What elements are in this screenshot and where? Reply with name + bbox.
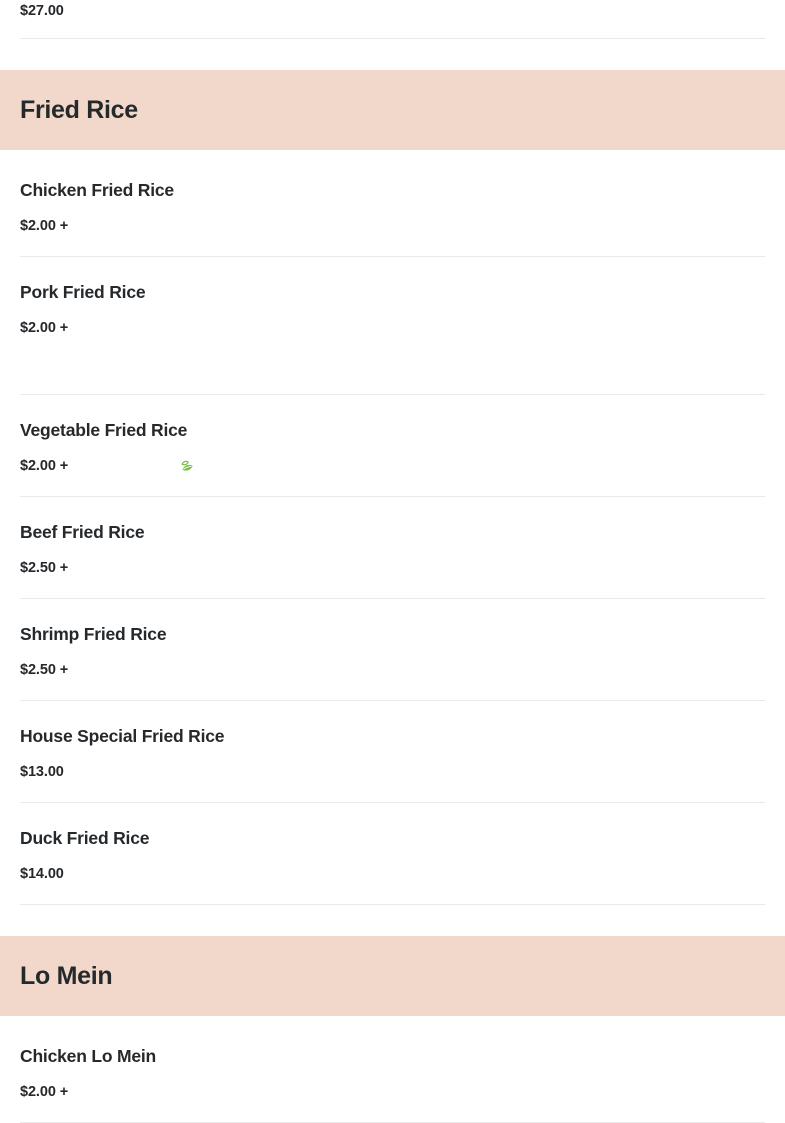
menu-sections [0, 70, 785, 1123]
leaf-icon [179, 458, 195, 474]
item-price: $2.00 + [20, 320, 69, 336]
item-name: Shrimp Fried Rice [20, 624, 167, 644]
item-price-row [20, 456, 765, 476]
menu-item[interactable] [20, 395, 765, 497]
menu-item[interactable] [20, 803, 765, 905]
item-name: Vegetable Fried Rice [20, 420, 188, 440]
item-price: $14.00 [20, 866, 64, 882]
menu-section [0, 936, 785, 1123]
item-name: Beef Fried Rice [20, 522, 145, 542]
item-name: Chicken Lo Mein [20, 1046, 157, 1066]
section-title: Fried Rice [20, 95, 138, 124]
menu-item[interactable] [20, 150, 765, 257]
item-price: $2.00 + [20, 458, 69, 474]
item-name: House Special Fried Rice [20, 726, 225, 746]
menu-item[interactable] [20, 1016, 765, 1123]
menu-item[interactable] [20, 257, 765, 395]
item-price: $13.00 [20, 764, 64, 780]
section-items [0, 150, 785, 905]
item-price: $2.50 + [20, 560, 69, 576]
menu-item[interactable] [20, 701, 765, 803]
item-price-row [20, 558, 765, 578]
item-price-row [20, 762, 765, 782]
section-title: Lo Mein [20, 961, 113, 990]
item-price-row [20, 318, 765, 338]
item-price: $27.00 [20, 3, 64, 19]
item-name: Chicken Fried Rice [20, 180, 174, 200]
item-name: Duck Fried Rice [20, 828, 150, 848]
menu-section [0, 70, 785, 905]
item-price-row [20, 1082, 765, 1102]
item-price: $2.00 + [20, 218, 69, 234]
item-name: Pork Fried Rice [20, 282, 146, 302]
menu-item[interactable] [20, 497, 765, 599]
item-price-row [20, 864, 765, 884]
item-price: $2.00 + [20, 1084, 69, 1100]
item-price: $2.50 + [20, 662, 69, 678]
menu-item[interactable] [20, 599, 765, 701]
section-items [0, 1016, 785, 1123]
menu-item-partial[interactable] [20, 0, 765, 39]
section-header [0, 70, 785, 150]
item-price-row [20, 216, 765, 236]
item-price-row [20, 660, 765, 680]
section-header [0, 936, 785, 1016]
